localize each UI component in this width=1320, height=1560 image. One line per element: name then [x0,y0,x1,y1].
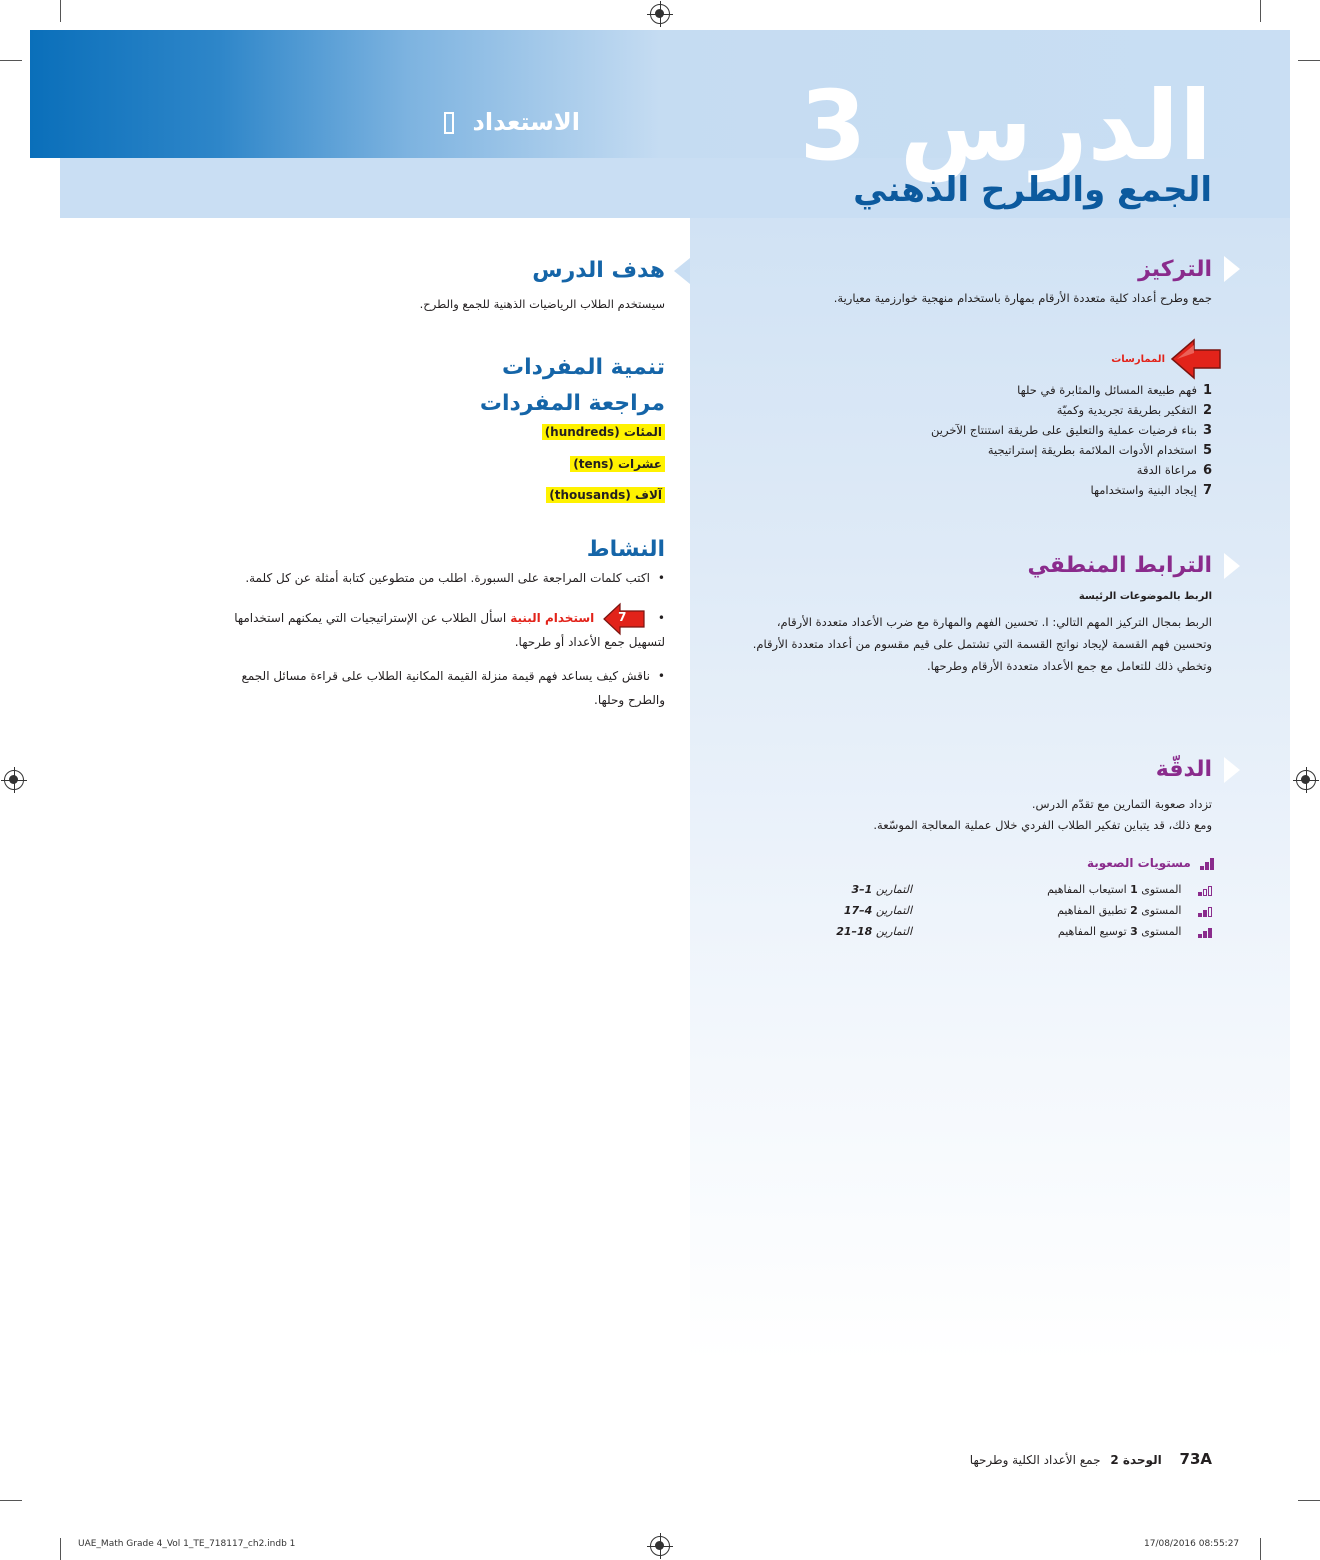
difficulty-level-row: المستوى 3 توسيع المفاهيم [1058,925,1212,938]
heading-arrow-icon [1224,256,1240,282]
crop-mark [60,0,61,22]
crop-mark [1260,1538,1261,1560]
heading-arrow-icon [1224,757,1240,783]
difficulty-levels-heading: مستويات الصعوبة [1087,856,1214,870]
crop-mark [1298,1500,1320,1501]
crop-mark [1298,60,1320,61]
practice-item: 2التفكير بطريقة تجريدية وكميّة [1056,403,1212,418]
practice-item: 6مراعاة الدقة [1136,463,1212,478]
difficulty-level-row: المستوى 1 استيعاب المفاهيم [1047,883,1212,896]
level-2-icon [1197,904,1212,917]
vocabulary-review-heading: مراجعة المفردات [479,391,665,416]
difficulty-bars-icon [1199,856,1214,870]
crop-mark [60,1538,61,1560]
registration-mark-icon [4,770,24,790]
print-slug-datetime: 17/08/2016 08:55:27 [1144,1539,1240,1549]
objective-heading: هدف الدرس [532,258,665,283]
rigor-heading: الدقّة [1155,757,1212,782]
page-number: 73A [1179,1450,1212,1468]
crop-mark [0,1500,22,1501]
section-marker-icon [444,112,454,134]
activity-bullet-continuation: لتسهيل جمع الأعداد أو طرحها. [514,635,665,649]
vocab-term-hundreds: المئات (hundreds) [542,424,665,440]
activity-bullet-continuation: والطرح وحلها. [594,693,665,707]
rigor-line: تزداد صعوبة التمارين مع تقدّم الدرس. [1031,797,1212,811]
lesson-subtitle: الجمع والطرح الذهني [853,170,1212,210]
heading-arrow-icon [1224,553,1240,579]
activity-heading: النشاط [586,537,665,562]
practice-item: 3بناء فرضيات عملية والتعليق على طريقة استنتاج الآخرين [931,423,1212,438]
bullet-dot-icon: • [657,571,665,585]
practices-arrow-icon [1168,336,1224,382]
unit-label: الوحدة 2 [1110,1453,1162,1467]
bullet-dot-icon: • [657,669,665,683]
coherence-line: وتخطي ذلك للتعامل مع جمع الأعداد متعددة الأرقام وطرحها. [927,659,1212,673]
practice-item: 7إيجاد البنية واستخدامها [1090,483,1212,498]
difficulty-level-row: المستوى 2 تطبيق المفاهيم [1057,904,1212,917]
level-1-icon [1197,883,1212,896]
coherence-line: وتحسين فهم القسمة لإيجاد نواتج القسمة التي تشتمل على قيم مقسوم من أعداد متعددة الأرقام. [752,637,1212,651]
level-3-icon [1197,925,1212,938]
registration-mark-icon [650,1536,670,1556]
vocab-term-tens: عشرات (tens) [570,456,665,472]
practices-label: الممارسات [1111,354,1165,365]
practice-item: 1فهم طبيعة المسائل والمثابرة في حلها [1017,383,1212,398]
rigor-line: ومع ذلك، قد يتباين تفكير الطلاب الفردي خلال عملية المعالجة الموسّعة. [873,818,1212,832]
registration-mark-icon [650,4,670,24]
page-footer [970,1450,1212,1468]
coherence-heading: الترابط المنطقي [1027,553,1212,578]
vocabulary-heading: تنمية المفردات [502,355,665,380]
activity-bullet: •اكتب كلمات المراجعة على السبورة. اطلب من متطوعين كتابة أمثلة عن كل كلمة. [245,571,665,585]
focus-heading: التركيز [1138,257,1212,282]
print-slug-file: UAE_Math Grade 4_Vol 1_TE_718117_ch2.indb 1 [78,1539,296,1549]
objective-text: سيستخدم الطلاب الرياضيات الذهنية للجمع والطرح. [419,297,665,311]
difficulty-level-range: التمارين 18–21 [836,925,912,938]
registration-mark-icon [1296,770,1316,790]
difficulty-level-range: التمارين 1–3 [851,883,912,896]
difficulty-level-range: التمارين 4–17 [843,904,912,917]
bullet-dot-icon: • [657,611,665,625]
practice-7-badge: 7 [602,607,646,631]
heading-arrow-icon [674,258,690,284]
crop-mark [1260,0,1261,22]
section-label: الاستعداد [444,108,580,136]
coherence-line: الربط بمجال التركيز المهم التالي: I. تحسين الفهم والمهارة مع ضرب الأعداد متعددة الأرقام، [776,615,1212,629]
activity-bullet: •ناقش كيف يساعد فهم قيمة منزلة القيمة المكانية الطلاب على قراءة مسائل الجمع [241,669,665,683]
focus-text: جمع وطرح أعداد كلية متعددة الأرقام بمهارة باستخدام منهجية خوارزمية معيارية. [833,291,1212,305]
coherence-subheading: الربط بالموضوعات الرئيسة [1078,591,1212,602]
lesson-title: الدرس 3 [799,70,1212,182]
crop-mark [0,60,22,61]
activity-bullet: • 7 استخدام البنيةاسأل الطلاب عن الإستراتيجيات التي يمكنهم استخدامها [234,606,665,631]
unit-title: جمع الأعداد الكلية وطرحها [969,1453,1101,1467]
vocab-term-thousands: آلاف (thousands) [546,487,665,503]
practice-item: 5استخدام الأدوات الملائمة بطريقة إستراتيجية [987,443,1212,458]
